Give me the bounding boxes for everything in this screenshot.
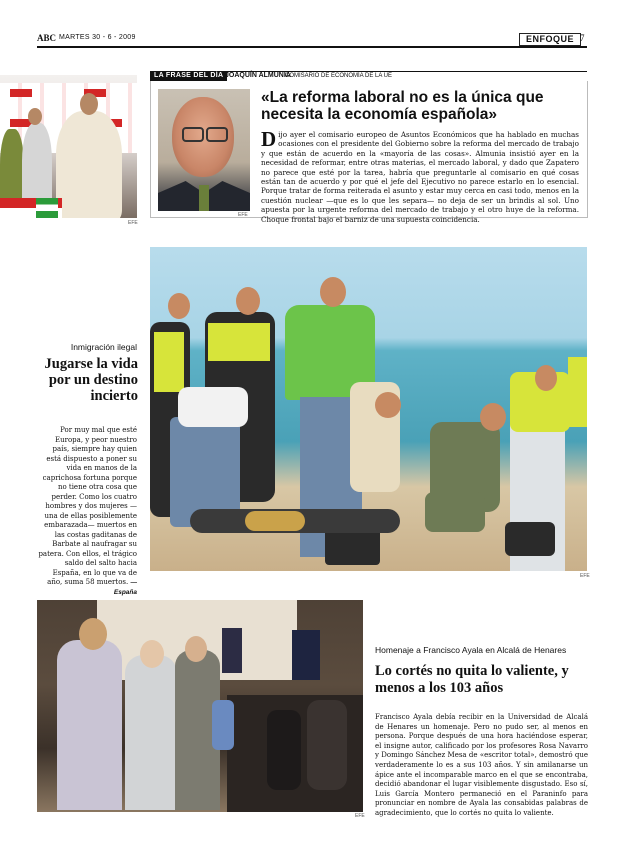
ayala-body: Francisco Ayala debía recibir en la Universidad de Alcalá de Henares un homenaje. Pero no pudo ser, al menos en persona. Porque después de una hora haciéndose esperar, el insigne autor, calificado por los profesores Rosa Navarro y Domingo Sánchez Mesa de «escritor total», demostró que verdaderamente lo es a sus 103 años. Y sin amilanarse un ápice ante el incomparable marco en el que se encontraba, decidió abandonar el lugar visiblemente disgustado. Eso sí, Luis García Montero permaneció en el Paraninfo para pronunciar en nombre de Ayala las consabidas palabras de agradecimiento, que lo cortés no quita lo valiente. [375,713,588,817]
photo-credit: EFE [128,220,138,226]
inmigracion-signature: — España [113,579,137,596]
section-label: ENFOQUE [519,33,581,46]
inmigracion-text: Por muy mal que esté Europa, y peor nuestro país, siempre hay quien está dispuesto a poner su vida en manos de la caprichosa fortuna porque no tiene otra cosa que perder. Como los cuatro hombres y dos mujeres —una de ellas posiblemente embarazada— muertos en las costas gaditanas de Barbate al naufragar su patera. Con ellos, el trágico saldo del salto hacia España, en lo que va de año, suma 58 muertos. [38,426,137,586]
ayala-homage-photo [37,600,363,812]
photo-credit: EFE [355,813,365,819]
beach-recovery-photo [150,247,587,571]
header-rule [37,46,587,48]
issue-date: MARTES 30 - 6 - 2009 [59,34,136,41]
masthead-brand: ABC [37,33,57,43]
ayala-kicker: Homenaje a Francisco Ayala en Alcalá de Henares [375,645,567,655]
frase-speaker: JOAQUÍN ALMUNIA [225,72,291,79]
photo-credit: EFE [580,573,590,579]
inmigracion-title: Jugarse la vida por un destino incierto [44,356,138,404]
frase-role: COMISARIO DE ECONOMÍA DE LA UE [285,73,393,79]
page-number: 7 [580,33,585,43]
press-conference-photo [0,75,137,218]
frase-headline: «La reforma laboral no es la única que necesita la economía española» [261,89,544,123]
inmigracion-kicker: Inmigración ilegal [70,342,137,352]
frase-body: Dijo ayer el comisario europeo de Asuntos Económicos que ha hablado en muchas ocasiones con el presidente del Gobierno sobre la reforma del mercado de trabajo y que están de acuerdo en la «mayoría de las cosas». Almunia insistió ayer en la necesidad de reformar, entre otras materias, el mercado laboral, y dado que Zapatero no parece que esté por la tarea, habría que preguntarle al comisario en qué cosas están tan de acuerdo y por qué el jefe del Ejecutivo no parece estarlo en lo esencial. Porque tratar de forma reiterada el asunto y estar muy cerca en casi todo, menos en la cuestión nuclear —que es lo que les separa— no deja de ser un brindis al sol. Uno apuesta por la urgente reforma del mercado de trabajo y el otro huye de la reforma. Choque frontal bajo el barniz de una supuesta coincidencia. [261,127,579,224]
almunia-portrait [158,89,250,211]
inmigracion-body [37,426,137,597]
ayala-title: Lo cortés no quita lo valiente, y menos a los 103 años [375,663,569,696]
frase-tag: LA FRASE DEL DÍA [150,71,227,81]
photo-credit: EFE [238,212,248,218]
